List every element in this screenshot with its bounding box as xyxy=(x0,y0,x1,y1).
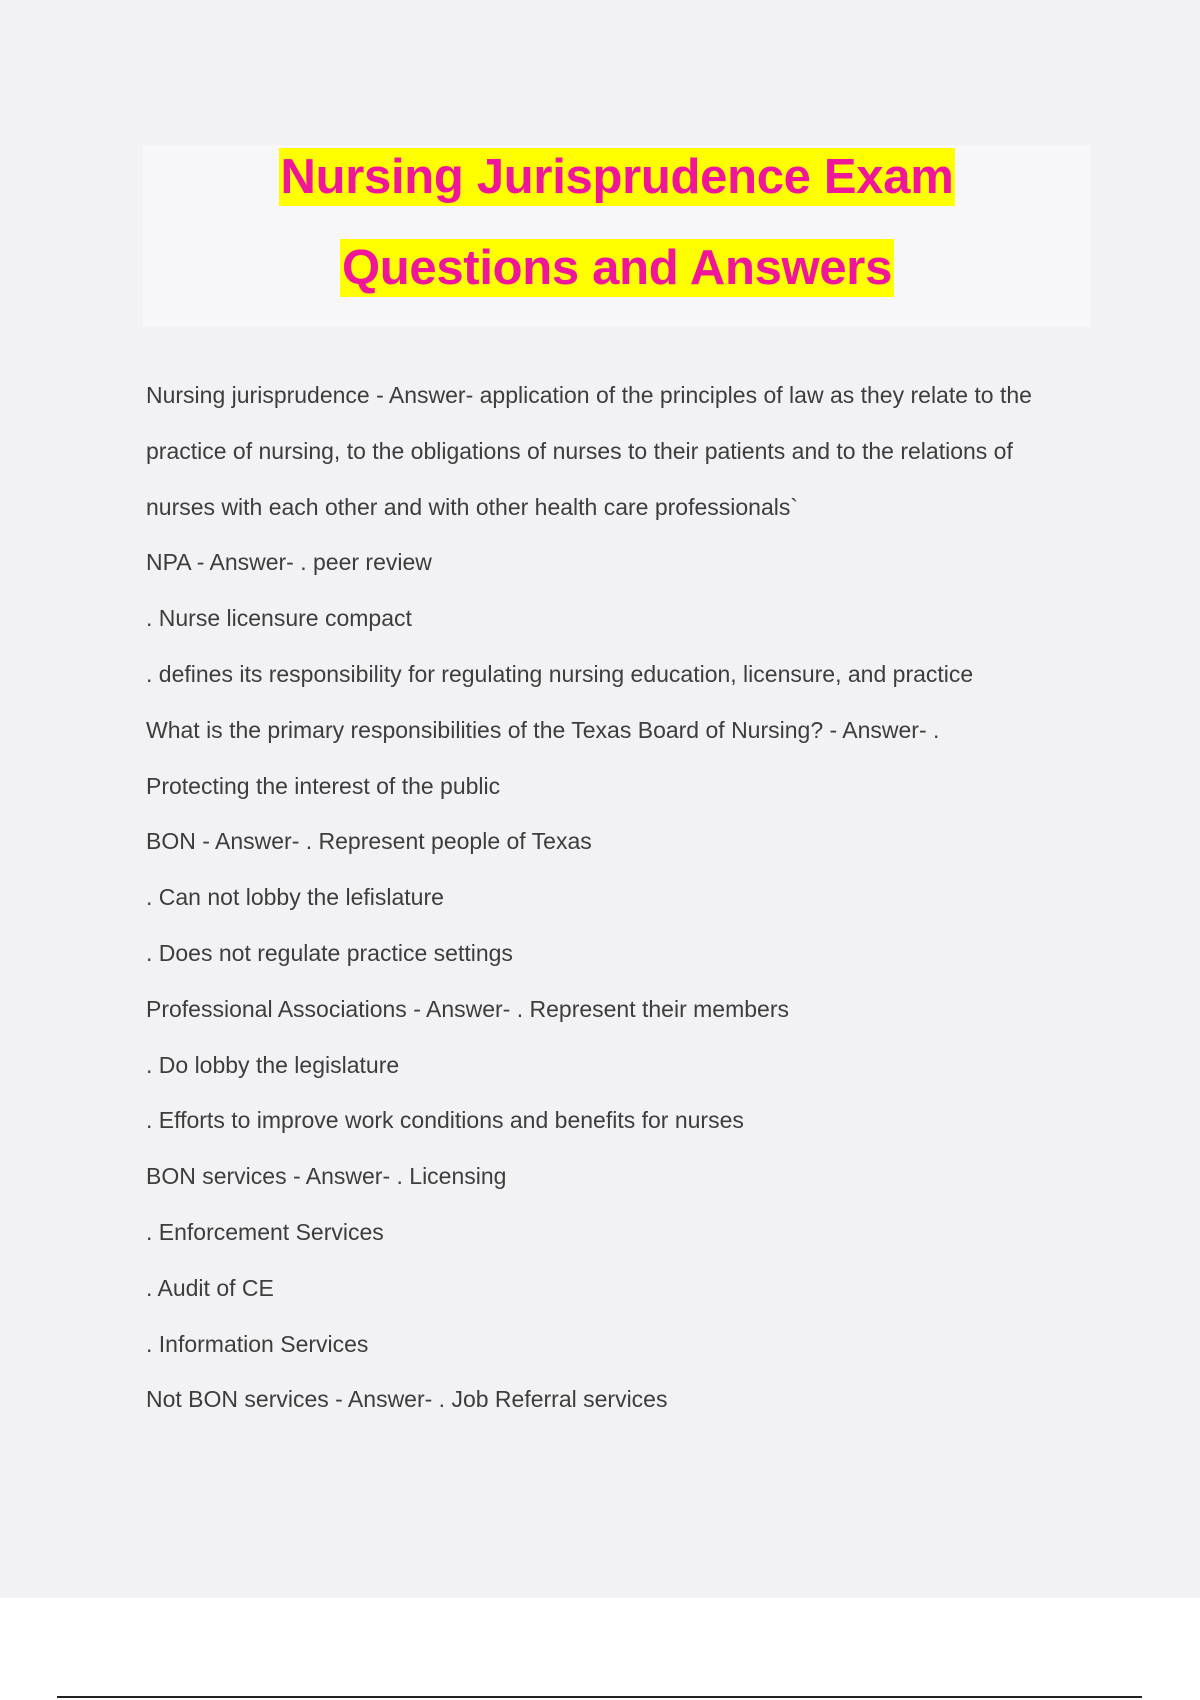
document-body xyxy=(146,368,1086,1428)
body-line: BON - Answer- . Represent people of Texas xyxy=(146,828,592,855)
body-line: Not BON services - Answer- . Job Referral services xyxy=(146,1386,668,1413)
body-line: . Nurse licensure compact xyxy=(146,605,412,632)
body-line: Professional Associations - Answer- . Represent their members xyxy=(146,995,789,1022)
body-line: . Can not lobby the lefislature xyxy=(146,884,444,911)
body-line: . Audit of CE xyxy=(146,1274,274,1301)
document-title-line-1: Nursing Jurisprudence Exam xyxy=(280,150,954,204)
document-title-line-2: Questions and Answers xyxy=(341,241,893,295)
body-line: . Information Services xyxy=(146,1330,369,1357)
body-line: . Efforts to improve work conditions and benefits for nurses xyxy=(146,1107,744,1134)
body-line: BON services - Answer- . Licensing xyxy=(146,1163,507,1190)
body-line: . Enforcement Services xyxy=(146,1218,384,1245)
body-line: Nursing jurisprudence - Answer- application of the principles of law as they relate to the xyxy=(146,382,1032,408)
body-line: nurses with each other and with other health care professionals` xyxy=(146,493,799,520)
body-line: practice of nursing, to the obligations of nurses to their patients and to the relations of xyxy=(146,437,1013,464)
body-line: . Do lobby the legislature xyxy=(146,1051,400,1078)
body-line: . defines its responsibility for regulating nursing education, licensure, and practice xyxy=(146,660,974,687)
page-bottom-rule xyxy=(57,1696,1142,1698)
body-line: What is the primary responsibilities of the Texas Board of Nursing? - Answer- . xyxy=(146,716,940,743)
body-line: Protecting the interest of the public xyxy=(146,772,501,799)
body-line: NPA - Answer- . peer review xyxy=(146,549,432,576)
title-block xyxy=(143,145,1091,327)
body-line: . Does not regulate practice settings xyxy=(146,939,513,966)
